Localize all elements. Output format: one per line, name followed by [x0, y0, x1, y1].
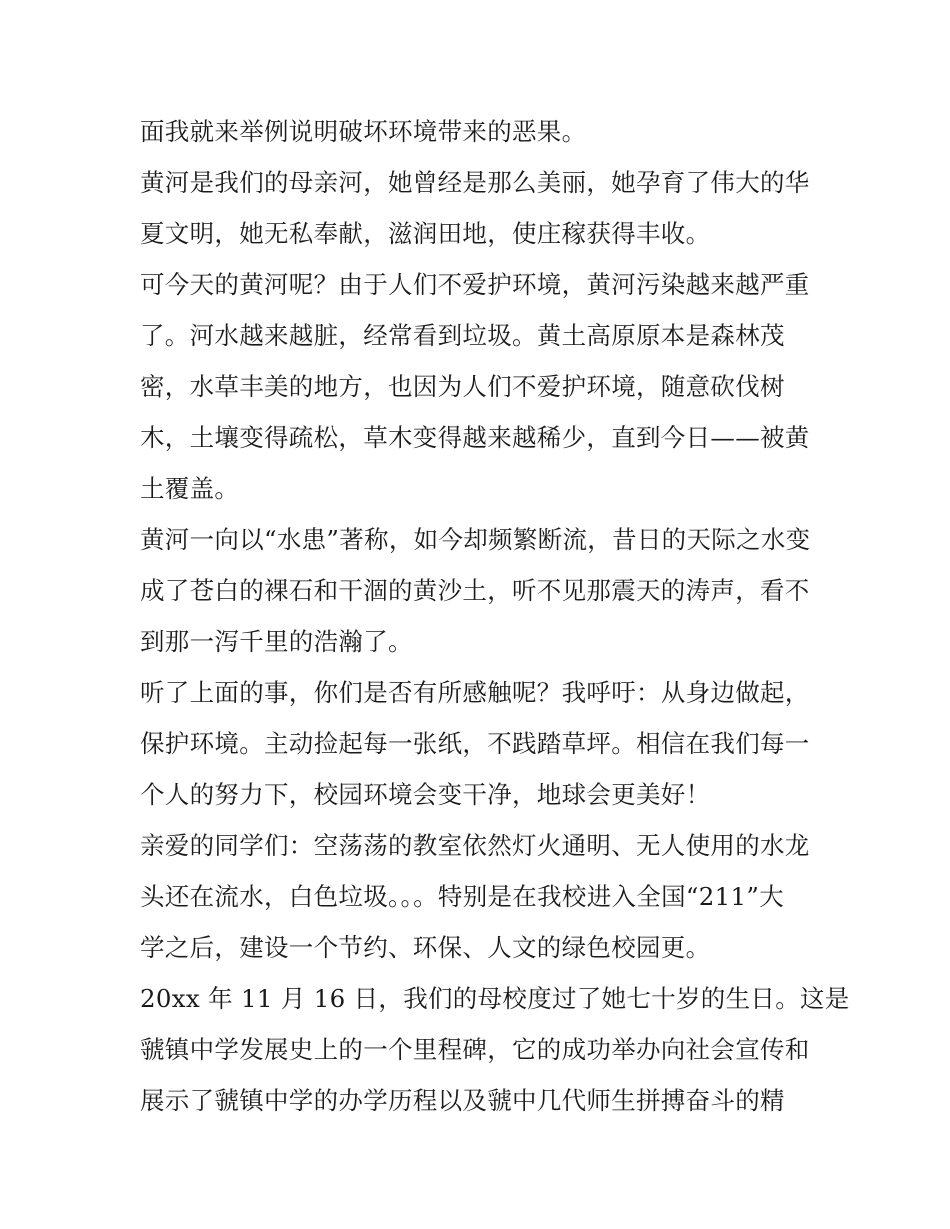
- text-line: 黄河是我们的母亲河，她曾经是那么美丽，她孕育了伟大的华: [140, 168, 810, 197]
- text-line: 可今天的黄河呢？由于人们不爱护环境，黄河污染越来越严重: [140, 270, 810, 299]
- text-line: 亲爱的同学们：空荡荡的教室依然灯火通明、无人使用的水龙: [140, 831, 810, 860]
- text-line: 头还在流水，白色垃圾。。。特别是在我校进入全国“211”大: [140, 882, 785, 911]
- document-text-body: [140, 106, 850, 1126]
- text-line: 个人的努力下，校园环境会变干净，地球会更美好！: [140, 780, 711, 809]
- text-line: 到那一泻千里的浩瀚了。: [140, 627, 413, 656]
- text-line: 虢镇中学发展史上的一个里程碑，它的成功举办向社会宣传和: [140, 1035, 810, 1064]
- text-line: 听了上面的事，你们是否有所感触呢？我呼吁：从身边做起，: [140, 678, 810, 707]
- text-line: 保护环境。主动捡起每一张纸，不践踏草坪。相信在我们每一: [140, 729, 810, 758]
- text-line: 了。河水越来越脏，经常看到垃圾。黄土高原原本是森林茂: [140, 321, 785, 350]
- text-line: 20xx 年 11 月 16 日，我们的母校度过了她七十岁的生日。这是: [140, 984, 850, 1013]
- text-line: 密，水草丰美的地方，也因为人们不爱护环境，随意砍伐树: [140, 372, 785, 401]
- text-line: 学之后，建设一个节约、环保、人文的绿色校园更。: [140, 933, 711, 962]
- text-line: 成了苍白的裸石和干涸的黄沙土，听不见那震天的涛声，看不: [140, 576, 810, 605]
- text-line: 面我就来举例说明破坏环境带来的恶果。: [140, 117, 587, 146]
- text-line: 土覆盖。: [140, 474, 240, 503]
- text-line: 木，土壤变得疏松，草木变得越来越稀少，直到今日——被黄: [140, 423, 810, 452]
- text-line: 黄河一向以“水患”著称，如今却频繁断流，昔日的天际之水变: [140, 525, 811, 554]
- text-line: 夏文明，她无私奉献，滋润田地，使庄稼获得丰收。: [140, 219, 711, 248]
- text-line: 展示了虢镇中学的办学历程以及虢中几代师生拼搏奋斗的精: [140, 1086, 785, 1115]
